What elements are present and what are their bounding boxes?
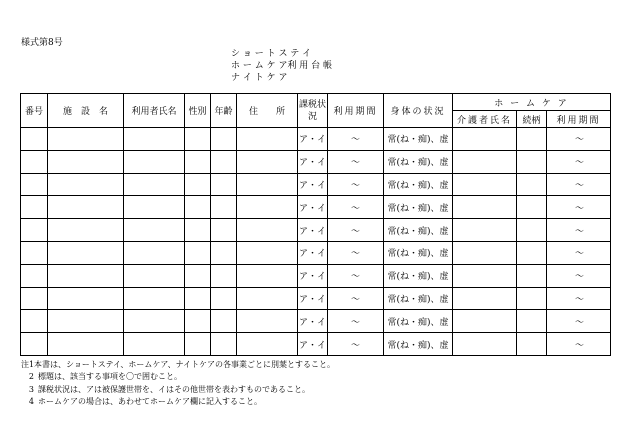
cell-age bbox=[211, 219, 237, 242]
cell-facility bbox=[48, 333, 124, 356]
cell-facility bbox=[48, 150, 124, 173]
cell-address bbox=[237, 241, 298, 264]
cell-home-period: 〜 bbox=[547, 219, 611, 242]
table-row bbox=[21, 310, 611, 333]
header-home-care: ホ ー ム ケ ア bbox=[453, 94, 611, 111]
cell-number bbox=[21, 173, 48, 196]
cell-condition: 常(ね・痴)、虚 bbox=[384, 196, 453, 219]
cell-period: 〜 bbox=[328, 128, 384, 151]
cell-relation bbox=[517, 310, 547, 333]
cell-number bbox=[21, 310, 48, 333]
table-row bbox=[21, 219, 611, 242]
cell-period: 〜 bbox=[328, 150, 384, 173]
cell-home-period: 〜 bbox=[547, 333, 611, 356]
cell-home-period: 〜 bbox=[547, 310, 611, 333]
cell-home-period: 〜 bbox=[547, 196, 611, 219]
cell-number bbox=[21, 241, 48, 264]
form-number: 様式第8号 bbox=[21, 38, 63, 48]
cell-tax-status: ア・イ bbox=[298, 196, 328, 219]
cell-relation bbox=[517, 196, 547, 219]
cell-user-name bbox=[124, 241, 185, 264]
cell-caregiver-name bbox=[453, 219, 517, 242]
header-sex: 性別 bbox=[185, 94, 211, 128]
cell-age bbox=[211, 310, 237, 333]
cell-facility bbox=[48, 287, 124, 310]
cell-number bbox=[21, 264, 48, 287]
cell-relation bbox=[517, 241, 547, 264]
cell-period: 〜 bbox=[328, 264, 384, 287]
cell-condition: 常(ね・痴)、虚 bbox=[384, 150, 453, 173]
cell-age bbox=[211, 196, 237, 219]
cell-address bbox=[237, 287, 298, 310]
cell-facility bbox=[48, 219, 124, 242]
note-label: 注1 bbox=[21, 360, 35, 369]
cell-caregiver-name bbox=[453, 150, 517, 173]
cell-address bbox=[237, 150, 298, 173]
cell-condition: 常(ね・痴)、虚 bbox=[384, 310, 453, 333]
cell-facility bbox=[48, 241, 124, 264]
cell-user-name bbox=[124, 287, 185, 310]
cell-tax-status: ア・イ bbox=[298, 333, 328, 356]
cell-address bbox=[237, 196, 298, 219]
cell-home-period: 〜 bbox=[547, 241, 611, 264]
cell-facility bbox=[48, 310, 124, 333]
table-row bbox=[21, 128, 611, 151]
cell-condition: 常(ね・痴)、虚 bbox=[384, 333, 453, 356]
cell-user-name bbox=[124, 173, 185, 196]
header-tax-status: 課税状況 bbox=[298, 94, 328, 128]
note-label: 2 bbox=[28, 372, 34, 382]
cell-facility bbox=[48, 196, 124, 219]
cell-home-period: 〜 bbox=[547, 287, 611, 310]
cell-tax-status: ア・イ bbox=[298, 287, 328, 310]
cell-age bbox=[211, 287, 237, 310]
title-line-night-care: ナ イ ト ケ ア bbox=[231, 73, 288, 83]
title-line-short-stay: シ ョ ー ト ス テ イ bbox=[231, 49, 312, 59]
table-row bbox=[21, 196, 611, 219]
table-row bbox=[21, 173, 611, 196]
cell-address bbox=[237, 173, 298, 196]
table-row bbox=[21, 287, 611, 310]
cell-sex bbox=[185, 310, 211, 333]
cell-relation bbox=[517, 264, 547, 287]
cell-number bbox=[21, 333, 48, 356]
cell-tax-status: ア・イ bbox=[298, 173, 328, 196]
cell-home-period: 〜 bbox=[547, 173, 611, 196]
note-label: 4 bbox=[28, 396, 34, 406]
note-text: 課税状況は、アは被保護世帯を、イはその他世帯を表わすものであること。 bbox=[38, 384, 310, 394]
cell-user-name bbox=[124, 310, 185, 333]
cell-user-name bbox=[124, 333, 185, 356]
ledger-body bbox=[21, 128, 611, 356]
cell-facility bbox=[48, 173, 124, 196]
cell-home-period: 〜 bbox=[547, 150, 611, 173]
cell-tax-status: ア・イ bbox=[298, 128, 328, 151]
header-number: 番号 bbox=[21, 94, 48, 128]
note-text: ホームケアの場合は、あわせてホームケア欄に記入すること。 bbox=[38, 396, 262, 406]
header-relation: 続柄 bbox=[517, 111, 547, 128]
header-caregiver-name: 介護者氏名 bbox=[453, 111, 517, 128]
cell-sex bbox=[185, 333, 211, 356]
cell-age bbox=[211, 173, 237, 196]
cell-tax-status: ア・イ bbox=[298, 241, 328, 264]
cell-address bbox=[237, 219, 298, 242]
cell-condition: 常(ね・痴)、虚 bbox=[384, 241, 453, 264]
header-facility: 施 設 名 bbox=[48, 94, 124, 128]
cell-number bbox=[21, 196, 48, 219]
note-1 bbox=[21, 359, 335, 371]
cell-relation bbox=[517, 150, 547, 173]
table-row bbox=[21, 150, 611, 173]
cell-tax-status: ア・イ bbox=[298, 150, 328, 173]
cell-number bbox=[21, 150, 48, 173]
table-row bbox=[21, 333, 611, 356]
cell-address bbox=[237, 264, 298, 287]
cell-relation bbox=[517, 128, 547, 151]
cell-caregiver-name bbox=[453, 173, 517, 196]
cell-period: 〜 bbox=[328, 310, 384, 333]
cell-sex bbox=[185, 287, 211, 310]
cell-age bbox=[211, 333, 237, 356]
cell-address bbox=[237, 128, 298, 151]
cell-caregiver-name bbox=[453, 128, 517, 151]
note-3 bbox=[21, 384, 335, 396]
ledger-title bbox=[231, 48, 332, 84]
table-row bbox=[21, 241, 611, 264]
cell-number bbox=[21, 219, 48, 242]
cell-age bbox=[211, 128, 237, 151]
cell-relation bbox=[517, 173, 547, 196]
note-2 bbox=[21, 371, 335, 383]
cell-caregiver-name bbox=[453, 264, 517, 287]
table-row bbox=[21, 264, 611, 287]
cell-user-name bbox=[124, 128, 185, 151]
cell-condition: 常(ね・痴)、虚 bbox=[384, 264, 453, 287]
cell-condition: 常(ね・痴)、虚 bbox=[384, 219, 453, 242]
cell-facility bbox=[48, 264, 124, 287]
cell-tax-status: ア・イ bbox=[298, 219, 328, 242]
cell-tax-status: ア・イ bbox=[298, 310, 328, 333]
note-text: 標題は、該当する事項を〇で囲むこと。 bbox=[38, 372, 182, 382]
cell-relation bbox=[517, 287, 547, 310]
note-4 bbox=[21, 396, 335, 408]
cell-period: 〜 bbox=[328, 287, 384, 310]
cell-period: 〜 bbox=[328, 241, 384, 264]
notes bbox=[21, 359, 335, 408]
cell-caregiver-name bbox=[453, 310, 517, 333]
cell-number bbox=[21, 128, 48, 151]
header-user-name: 利用者氏名 bbox=[124, 94, 185, 128]
cell-home-period: 〜 bbox=[547, 128, 611, 151]
cell-sex bbox=[185, 264, 211, 287]
cell-relation bbox=[517, 219, 547, 242]
title-line-home-care: ホ ー ム ケ ア利 用 台 帳 bbox=[231, 61, 333, 71]
cell-tax-status: ア・イ bbox=[298, 264, 328, 287]
header-condition: 身体の状況 bbox=[384, 94, 453, 128]
cell-number bbox=[21, 287, 48, 310]
cell-sex bbox=[185, 173, 211, 196]
cell-relation bbox=[517, 333, 547, 356]
cell-period: 〜 bbox=[328, 196, 384, 219]
cell-address bbox=[237, 333, 298, 356]
cell-user-name bbox=[124, 150, 185, 173]
cell-user-name bbox=[124, 264, 185, 287]
header-home-period: 利用期間 bbox=[547, 111, 611, 128]
cell-condition: 常(ね・痴)、虚 bbox=[384, 173, 453, 196]
cell-sex bbox=[185, 196, 211, 219]
cell-period: 〜 bbox=[328, 333, 384, 356]
cell-caregiver-name bbox=[453, 241, 517, 264]
cell-caregiver-name bbox=[453, 196, 517, 219]
cell-sex bbox=[185, 219, 211, 242]
note-label: 3 bbox=[28, 384, 34, 394]
cell-address bbox=[237, 310, 298, 333]
header-address: 住 所 bbox=[237, 94, 298, 128]
cell-sex bbox=[185, 150, 211, 173]
cell-sex bbox=[185, 128, 211, 151]
cell-sex bbox=[185, 241, 211, 264]
ledger-table bbox=[20, 93, 611, 356]
cell-facility bbox=[48, 128, 124, 151]
cell-user-name bbox=[124, 219, 185, 242]
cell-age bbox=[211, 264, 237, 287]
cell-condition: 常(ね・痴)、虚 bbox=[384, 287, 453, 310]
cell-caregiver-name bbox=[453, 333, 517, 356]
cell-age bbox=[211, 241, 237, 264]
cell-condition: 常(ね・痴)、虚 bbox=[384, 128, 453, 151]
cell-period: 〜 bbox=[328, 173, 384, 196]
note-text: 本書は、ショートステイ、ホームケア、ナイトケアの各事業ごとに別葉とすること。 bbox=[34, 360, 335, 369]
header-age: 年齢 bbox=[211, 94, 237, 128]
cell-age bbox=[211, 150, 237, 173]
cell-caregiver-name bbox=[453, 287, 517, 310]
cell-period: 〜 bbox=[328, 219, 384, 242]
cell-home-period: 〜 bbox=[547, 264, 611, 287]
cell-user-name bbox=[124, 196, 185, 219]
header-period: 利用期間 bbox=[328, 94, 384, 128]
